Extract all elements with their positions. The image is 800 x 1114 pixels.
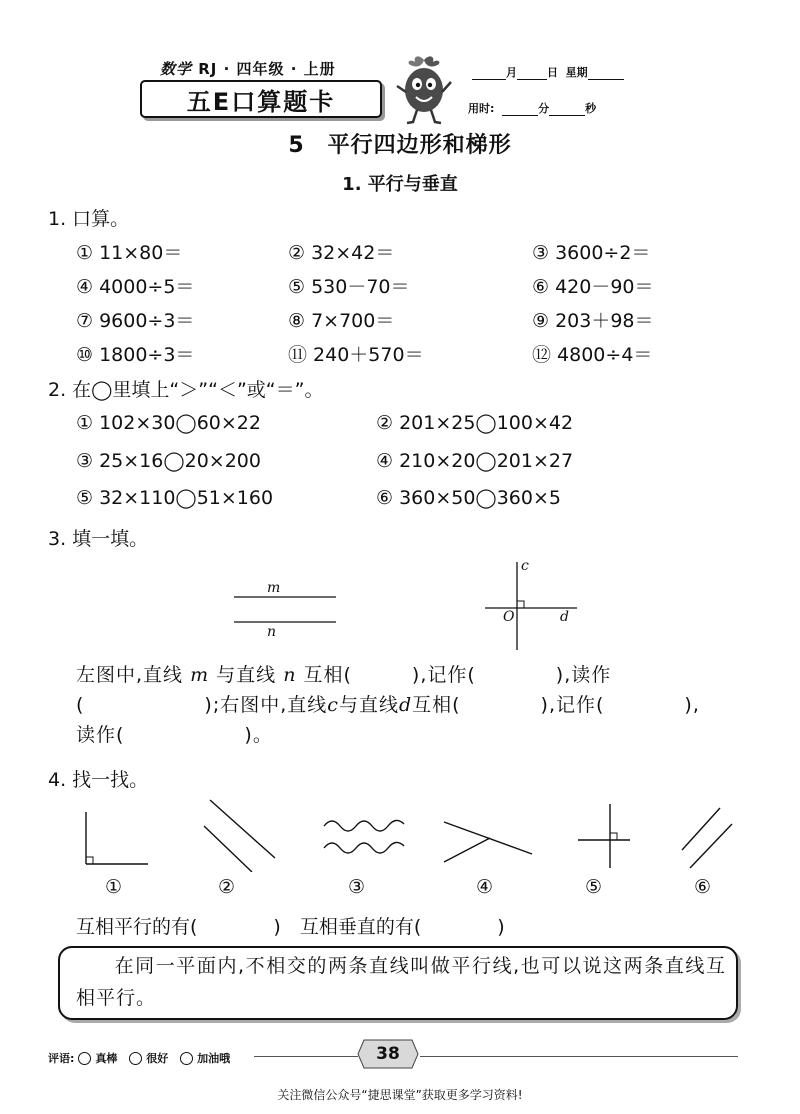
month-label: 月 [506,66,517,79]
q3-line-3: 读作( )。 [76,724,273,746]
subject-label: 数学 [160,60,193,78]
q1-item: ① 11×80＝ [76,242,183,264]
q3-text [76,660,738,750]
label-o: O [503,609,515,625]
q1-item: ⑩ 1800÷3＝ [76,344,195,366]
note-text: 在同一平面内,不相交的两条直线叫做平行线,也可以说这两条直线互相平行。 [76,955,726,1009]
q4-title: 4. 找一找。 [48,769,149,791]
day-label: 日 [547,66,558,79]
q4-figures [70,796,750,872]
q1-item: ⑤ 530－70＝ [288,276,410,298]
q1-item: ⑥ 420－90＝ [532,276,654,298]
time-label: 用时: [468,102,495,115]
smile-face-icon [129,1052,142,1065]
q1-item: ⑧ 7×700＝ [288,310,395,332]
q2-title: 2. 在◯里填上“＞”“＜”或“＝”。 [48,379,324,401]
grin-face-icon [78,1052,91,1065]
label-n: n [267,624,277,640]
weekday-label: 星期 [565,66,588,79]
chapter-title: 5 平行四边形和梯形 [288,133,512,158]
q1-item: ⑦ 9600÷3＝ [76,310,195,332]
bottom-note: 关注微信公众号“捷思课堂”获取更多学习资料! [277,1088,523,1102]
q2-item: ⑤ 32×110◯51×160 [76,487,274,509]
figure-1-right-angle [86,812,148,864]
lesson-title: 1. 平行与垂直 [342,174,458,195]
figure-label: ⑥ [694,876,712,898]
label-c: c [521,558,529,574]
q2-item: ② 201×25◯100×42 [376,412,574,434]
footer-line-left [254,1056,358,1057]
q2-item: ① 102×30◯60×22 [76,412,261,434]
figure-2-parallel [204,800,275,872]
q1-item: ③ 3600÷2＝ [532,242,651,264]
q2-item: ⑥ 360×50◯360×5 [376,487,561,509]
date-field [472,64,624,80]
q3-line-2: ( );右图中,直线c与直线d互相( ),记作( ), [76,694,700,716]
q1-item: ⑫ 4800÷4＝ [532,344,653,366]
q3-line-1: 左图中,直线 m 与直线 n 互相( ),记作( ),读作 [76,664,612,686]
q3-title: 3. 填一填。 [48,528,149,550]
perpendicular-lines-figure [482,558,582,654]
second-label: 秒 [585,102,597,115]
cheer-face-icon [180,1052,193,1065]
time-field [468,100,596,116]
parallel-lines-figure [228,578,343,638]
minute-label: 分 [538,102,550,115]
q1-title: 1. 口算。 [48,208,130,230]
book-subtitle [160,58,336,79]
figure-3-wavy [324,820,404,853]
label-d: d [560,609,569,625]
q1-item: ⑨ 203＋98＝ [532,310,654,332]
q4-answer-line: 互相平行的有( ) 互相垂直的有( ) [76,916,505,938]
q2-item: ④ 210×20◯201×27 [376,450,574,472]
figure-5-perpendicular [578,804,630,868]
book-title: 五E口算题卡 [140,80,382,118]
page-number: 38 [376,1044,400,1064]
q2-item: ③ 25×16◯20×200 [76,450,261,472]
figure-label: ⑤ [585,876,603,898]
eval-label: 评语: [48,1052,75,1065]
figure-4-angle [444,822,532,862]
eval-good: 很好 [146,1052,169,1065]
label-m: m [267,580,281,596]
eval-great: 真棒 [95,1052,118,1065]
eval-cheer: 加油哦 [197,1052,231,1065]
footer-line-right [420,1056,738,1057]
figure-label: ① [105,876,123,898]
figure-label: ③ [348,876,366,898]
grade-label: RJ · 四年级 · 上册 [198,60,336,78]
evaluation [48,1050,230,1066]
q1-item: ② 32×42＝ [288,242,395,264]
mascot-icon [393,52,455,126]
figure-6-parallel [682,808,732,868]
figure-label: ② [218,876,236,898]
q1-item: ⑪ 240＋570＝ [288,344,424,366]
figure-label: ④ [476,876,494,898]
q1-item: ④ 4000÷5＝ [76,276,195,298]
